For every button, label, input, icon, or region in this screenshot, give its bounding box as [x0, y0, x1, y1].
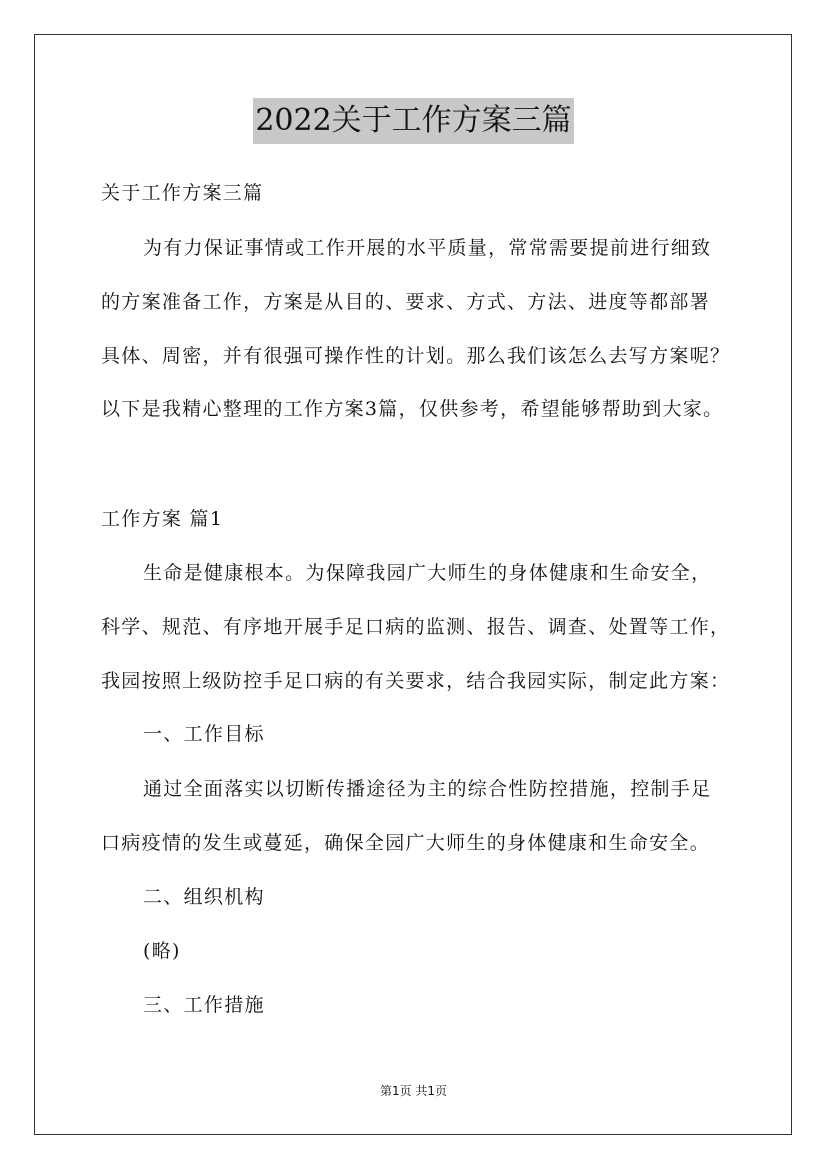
page-footer: 第1页 共1页: [379, 1084, 448, 1098]
title-container: [0, 98, 827, 144]
intro-line-2: 的方案准备工作，方案是从目的、要求、方式、方法、进度等都部署: [101, 291, 711, 313]
section-intro-line-1: 生命是健康根本。为保障我园广大师生的身体健康和生命安全，: [143, 562, 712, 584]
document-subtitle: 关于工作方案三篇: [101, 182, 264, 204]
item1-heading: 一、工作目标: [143, 723, 265, 745]
section-heading: 工作方案 篇1: [101, 508, 224, 530]
section-intro-line-3: 我园按照上级防控手足口病的有关要求，结合我园实际，制定此方案：: [101, 670, 731, 692]
document-title: 2022关于工作方案三篇: [253, 98, 573, 144]
intro-line-3: 具体、周密，并有很强可操作性的计划。那么我们该怎么去写方案呢？: [101, 345, 731, 367]
item3-heading: 三、工作措施: [143, 994, 265, 1016]
item2-heading: 二、组织机构: [143, 886, 265, 908]
section-intro-line-2: 科学、规范、有序地开展手足口病的监测、报告、调查、处置等工作，: [101, 616, 731, 638]
item1-body-line-2: 口病疫情的发生或蔓延，确保全园广大师生的身体健康和生命安全。: [101, 832, 711, 854]
intro-line-1: 为有力保证事情或工作开展的水平质量，常常需要提前进行细致: [143, 237, 712, 259]
item2-body: (略): [143, 940, 181, 962]
item1-body-line-1: 通过全面落实以切断传播途径为主的综合性防控措施，控制手足: [143, 778, 712, 800]
intro-line-4: 以下是我精心整理的工作方案3篇，仅供参考，希望能够帮助到大家。: [101, 398, 724, 420]
